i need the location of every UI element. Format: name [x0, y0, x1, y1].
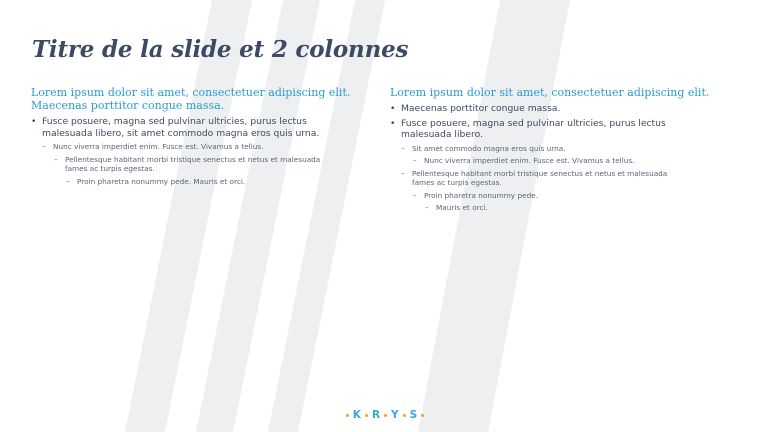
logo-dot	[403, 414, 406, 417]
left-column-heading	[31, 86, 366, 112]
heading-line: Maecenas porttitor congue massa.	[31, 99, 225, 112]
bullet-text: • Maecenas porttitor congue massa.	[401, 103, 561, 114]
bullet-text: – Sit amet commodo magna eros quis urna.	[412, 143, 566, 153]
bullet-text: – Nunc viverra imperdiet enim. Fusce est. Vivamus a tellus.	[424, 156, 635, 165]
bullet-text: • Fusce posuere, magna sed pulvinar ultricies, purus lectus	[42, 116, 307, 127]
stripe	[418, 0, 570, 432]
logo-letter: K	[352, 409, 361, 421]
bullet-text: – Pellentesque habitant morbi tristique senectus et netus et malesuada	[65, 154, 321, 164]
krys-logo	[340, 407, 430, 423]
logo-dot	[346, 414, 349, 417]
bullet-text: – Mauris et orci.	[436, 203, 488, 212]
bullet-text: – Proin pharetra nonummy pede. Mauris et orci.	[77, 176, 246, 186]
bullet-text: malesuada libero.	[401, 129, 483, 140]
logo-letter: S	[409, 409, 418, 421]
bullet-text: fames ac turpis egestas.	[412, 178, 502, 187]
bullet-level-2	[31, 142, 366, 152]
left-column	[31, 86, 366, 186]
logo-dot	[384, 414, 387, 417]
heading-line: Lorem ipsum dolor sit amet, consectetuer adipiscing elit.	[390, 86, 710, 99]
heading-line: Lorem ipsum dolor sit amet, consectetuer adipiscing elit.	[31, 86, 351, 99]
bullet-level-1	[31, 116, 366, 139]
bullet-level-1	[390, 103, 730, 115]
logo-dot	[365, 414, 368, 417]
right-column	[390, 86, 730, 213]
bullet-text: – Nunc viverra imperdiet enim. Fusce est. Vivamus a tellus.	[53, 142, 264, 151]
bullet-level-4	[390, 203, 730, 213]
bullet-level-3	[31, 155, 366, 174]
bullet-text: – Proin pharetra nonummy pede.	[424, 190, 539, 200]
bullet-level-1	[390, 118, 730, 141]
bullet-level-4	[31, 177, 366, 187]
bullet-level-2	[390, 144, 730, 154]
slide-title: Titre de la slide et 2 colonnes	[32, 36, 409, 63]
bullet-text: – Pellentesque habitant morbi tristique senectus et netus et malesuada	[412, 168, 668, 178]
logo-letter: R	[371, 409, 381, 421]
bullet-level-2	[390, 169, 730, 188]
bullet-text: malesuada libero, sit amet commodo magna eros quis urna.	[42, 127, 320, 139]
logo-letter: Y	[391, 409, 399, 421]
right-column-heading	[390, 86, 730, 99]
bullet-level-3	[390, 156, 730, 166]
bullet-text: • Fusce posuere, magna sed pulvinar ultricies, purus lectus	[401, 117, 666, 129]
logo-dot	[421, 414, 424, 417]
bullet-level-3	[390, 191, 730, 201]
bullet-text: fames ac turpis egestas.	[65, 164, 155, 173]
